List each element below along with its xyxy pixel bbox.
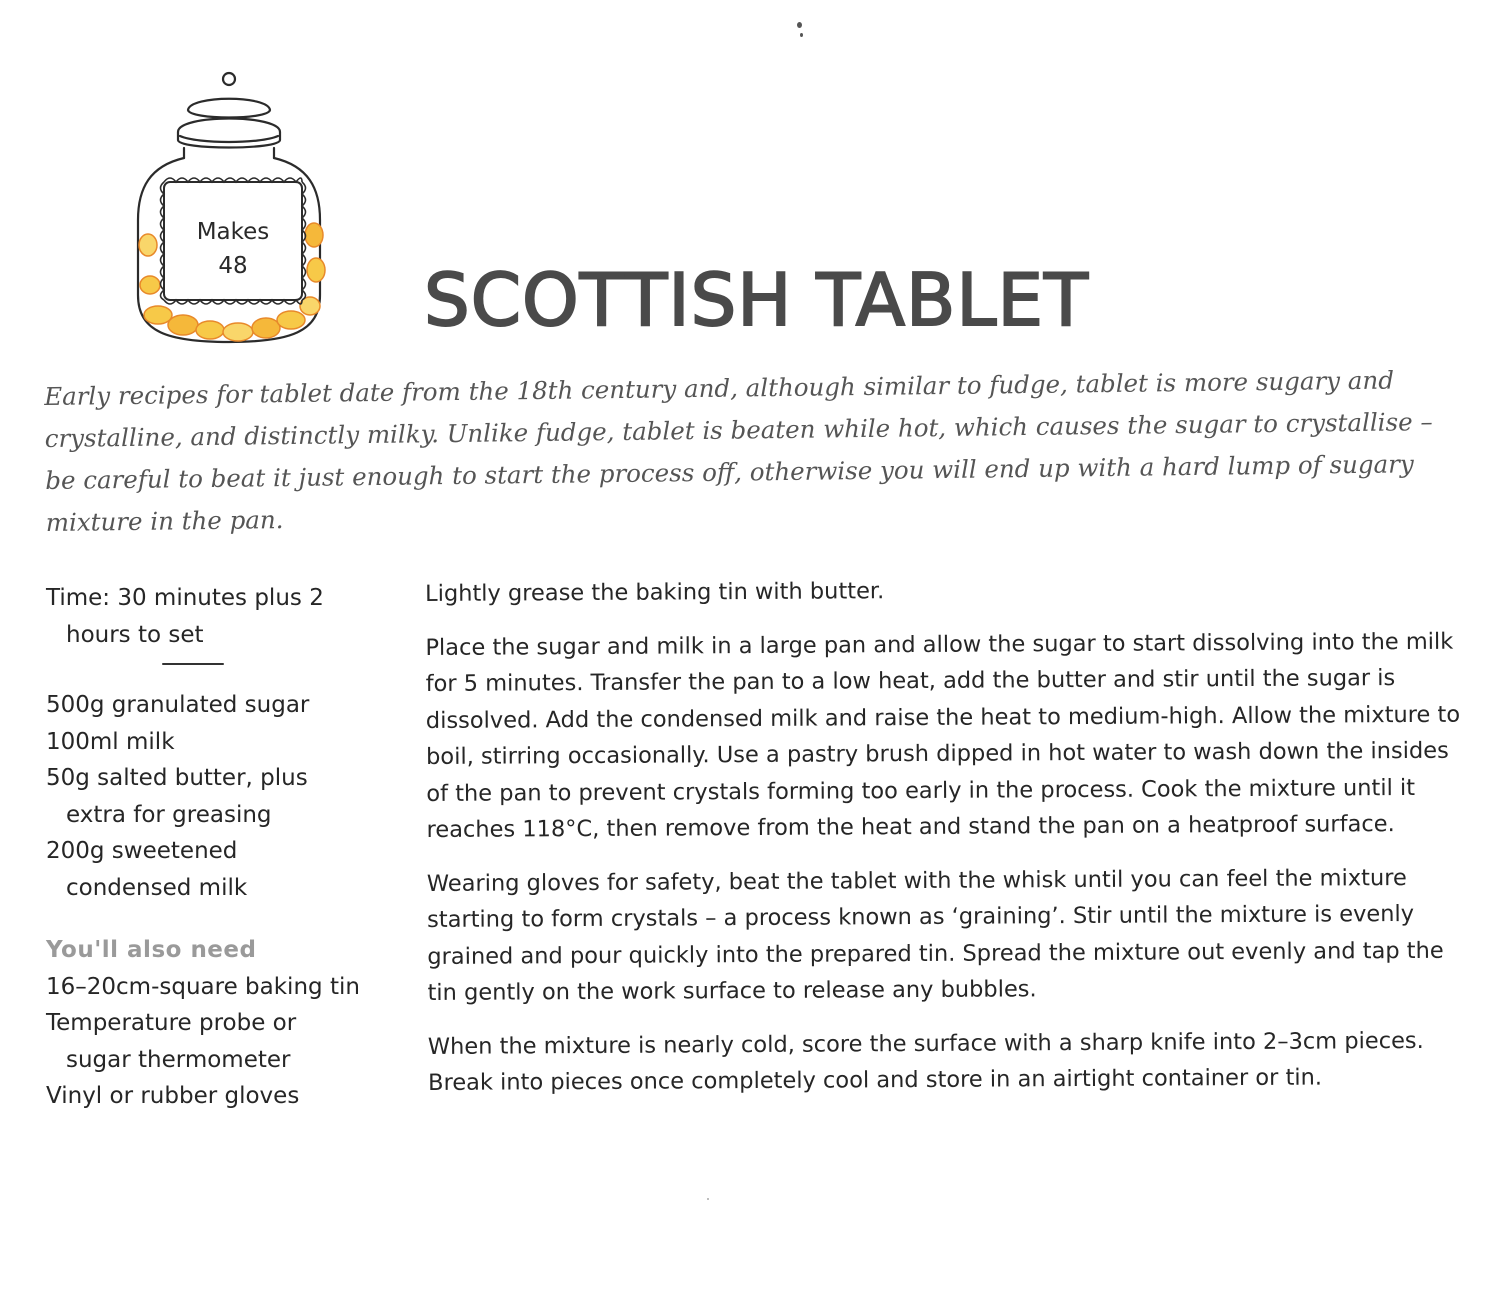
equipment-item: Vinyl or rubber gloves (46, 1083, 300, 1109)
recipe-title: SCOTTISH TABLET (424, 258, 1089, 342)
ingredient-item: 500g granulated sugar (46, 692, 310, 718)
ingredient-item: 200g sweetened (46, 838, 238, 864)
ingredient-item-cont: condensed milk (66, 874, 248, 901)
ingredient-item: 100ml milk (46, 728, 175, 755)
method-step: Place the sugar and milk in a large pan and allow the sugar to start dissolving into the milk for 5 minutes. Transfer the pan to a low heat, add the butter and stir until the sugar is dissolved. Add the condensed milk and raise the heat to medium-high. Allow the mixture to boil, stirring occasionally. Use a pastry brush dipped in hot water to wash down the insides of the pan to prevent crystals forming too early in the process. Cook the mixture until it reaches 118°C, then remove from the heat and stand the pan on a heatproof surface. (425, 628, 1461, 843)
yield-badge (168, 215, 298, 283)
time-line: Time: 30 minutes plus 2 (46, 585, 324, 611)
sweet-jar-illustration (128, 70, 348, 350)
equipment-list (46, 969, 396, 1115)
equipment-heading: You'll also need (46, 937, 257, 963)
yield-count: 48 (218, 253, 248, 279)
ingredients-list (46, 687, 396, 906)
divider (162, 663, 224, 665)
scan-speck (707, 1198, 709, 1200)
scan-speck (797, 22, 802, 28)
yield-label: Makes (196, 219, 270, 245)
ingredients-sidebar (46, 580, 396, 1115)
equipment-item: 16–20cm-square baking tin (46, 973, 360, 1000)
method-steps (425, 570, 1468, 1119)
time-line-cont: hours to set (66, 621, 204, 648)
scan-speck (800, 33, 803, 37)
ingredient-item: 50g salted butter, plus (46, 765, 308, 791)
recipe-intro: Early recipes for tablet date from the 18th century and, although similar to fudge, tablet is more sugary and crystalline, and distinctly milky. Unlike fudge, tablet is beaten while hot, which causes the sugar to crystallise – be careful to beat it just enough to start the process off, otherwise you will end up with a hard lump of sugary mixture in the pan. (44, 365, 1433, 537)
spacer (46, 906, 396, 932)
method-step: Wearing gloves for safety, beat the tablet with the whisk until you can feel the mixture starting to form crystals – a process known as ‘graining’. Stir until the mixture is evenly grained and pour quickly into the prepared tin. Spread the mixture out evenly and tap the tin gently on the work surface to release any bubbles. (426, 864, 1444, 1006)
ingredient-item-cont: extra for greasing (66, 801, 272, 828)
method-step: Lightly grease the baking tin with butter. (425, 578, 885, 607)
equipment-item: Temperature probe or (46, 1010, 297, 1036)
equipment-item-cont: sugar thermometer (66, 1046, 291, 1073)
method-step: When the mixture is nearly cold, score the surface with a sharp knife into 2–3cm pieces. Break into pieces once completely cool and store in an airtight container or tin. (427, 1027, 1424, 1096)
